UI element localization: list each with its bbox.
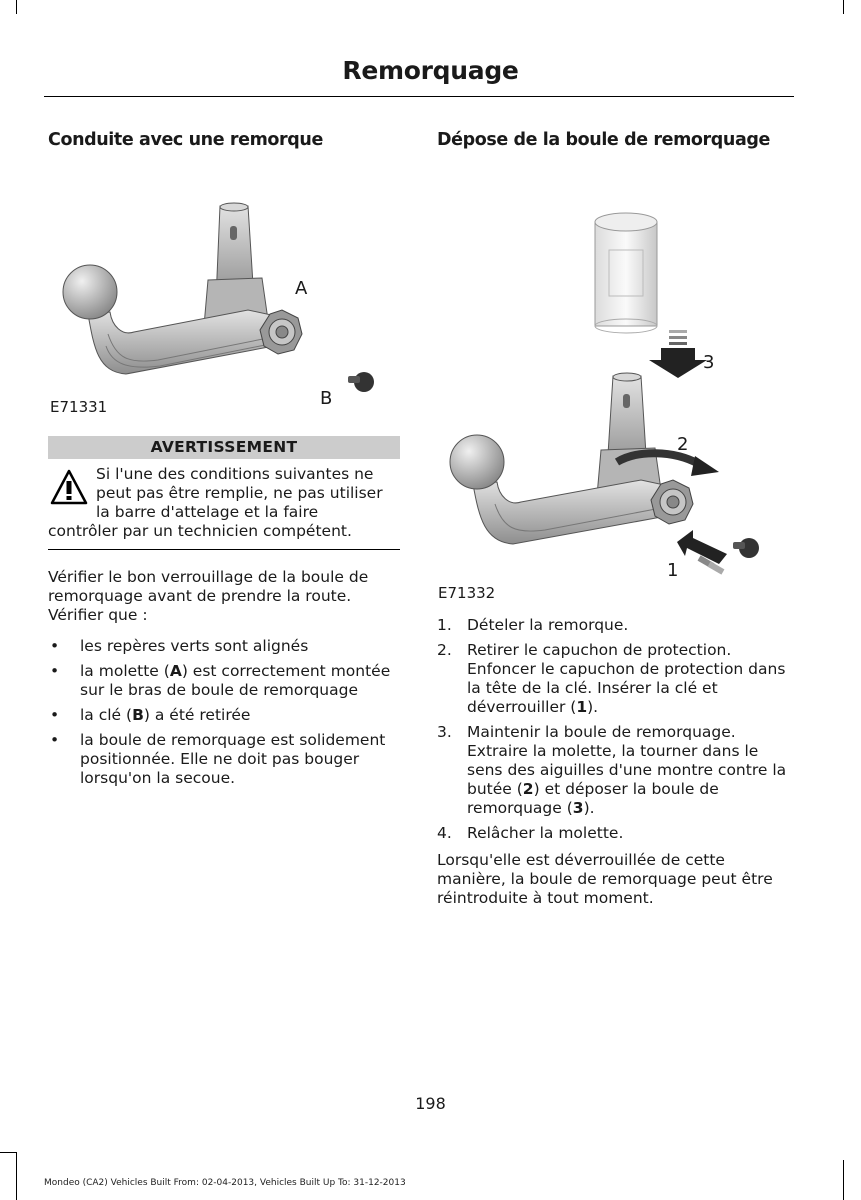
warning-line-2: peut pas être remplie, ne pas utiliser: [96, 484, 383, 502]
bullet-marker: •: [50, 637, 60, 655]
figure-code: E71332: [438, 584, 496, 602]
page-title: Remorquage: [342, 56, 519, 85]
removal-steps: [437, 616, 791, 843]
crop-mark-top-left: [16, 0, 17, 14]
right-column: [437, 130, 791, 908]
callout-b: B: [320, 388, 333, 409]
title-rule: [44, 96, 794, 97]
section-heading-removal: Dépose de la boule de remorquage: [437, 130, 770, 150]
list-item: • la clé (B) a été retirée: [50, 706, 251, 724]
warning-line-4: contrôler par un technicien compétent.: [48, 522, 352, 540]
list-item: • les repères verts sont alignés: [50, 637, 309, 655]
warning-line-1: Si l'une des conditions suivantes ne: [96, 465, 374, 483]
warning-header: AVERTISSEMENT: [48, 436, 400, 459]
callout-a: A: [295, 278, 308, 299]
left-column: [48, 130, 400, 794]
crop-mark-top-right: [843, 0, 844, 14]
list-item: 3. Maintenir la boule de remorquage. Extraire la molette, la tourner dans le sens des aiguilles d'une montre contre la butée (2) et déposer la boule de remorquage (3).: [437, 723, 787, 817]
check-list: [48, 637, 400, 788]
bullet-marker: •: [50, 662, 60, 680]
list-item: • la molette (A) est correctement montée sur le bras de boule de remorquage: [50, 662, 391, 699]
page-number: 198: [415, 1094, 446, 1113]
ball-removal-illustration: [437, 150, 791, 596]
list-item: • la boule de remorquage est solidement positionnée. Elle ne doit pas bouger lorsqu'on la secoue.: [50, 731, 386, 787]
warning-line-3: la barre d'attelage et la faire: [96, 503, 319, 521]
callout-1: 1: [667, 560, 679, 581]
figure-code: E71331: [50, 398, 108, 416]
crop-mark-bottom-right: [843, 1160, 844, 1200]
warning-body: [48, 459, 400, 541]
figure-ball-removal: [437, 150, 791, 602]
bullet-marker: •: [50, 706, 60, 724]
intro-paragraph: Vérifier le bon verrouillage de la boule de remorquage avant de prendre la route. Vérifier que :: [48, 568, 369, 624]
callout-3: 3: [703, 352, 715, 373]
warning-rule: [48, 549, 400, 550]
section-heading-towing: Conduite avec une remorque: [48, 130, 323, 150]
footer-text: Mondeo (CA2) Vehicles Built From: 02-04-2013, Vehicles Built Up To: 31-12-2013: [44, 1178, 406, 1188]
crop-mark-bottom-left-v: [16, 1152, 17, 1200]
warning-triangle-icon: [50, 469, 88, 507]
callout-2: 2: [677, 434, 689, 455]
bullet-marker: •: [50, 731, 60, 749]
tow-hitch-illustration: [48, 150, 400, 422]
closing-paragraph: Lorsqu'elle est déverrouillée de cette manière, la boule de remorquage peut être réintroduite à tout moment.: [437, 851, 773, 907]
list-item: 2. Retirer le capuchon de protection. Enfoncer le capuchon de protection dans la tête de la clé. Insérer la clé et déverrouiller (1).: [437, 641, 786, 716]
list-item: 4. Relâcher la molette.: [437, 824, 624, 842]
crop-mark-bottom-left-h: [0, 1152, 17, 1153]
list-item: 1. Dételer la remorque.: [437, 616, 629, 634]
figure-tow-hitch: [48, 150, 400, 422]
